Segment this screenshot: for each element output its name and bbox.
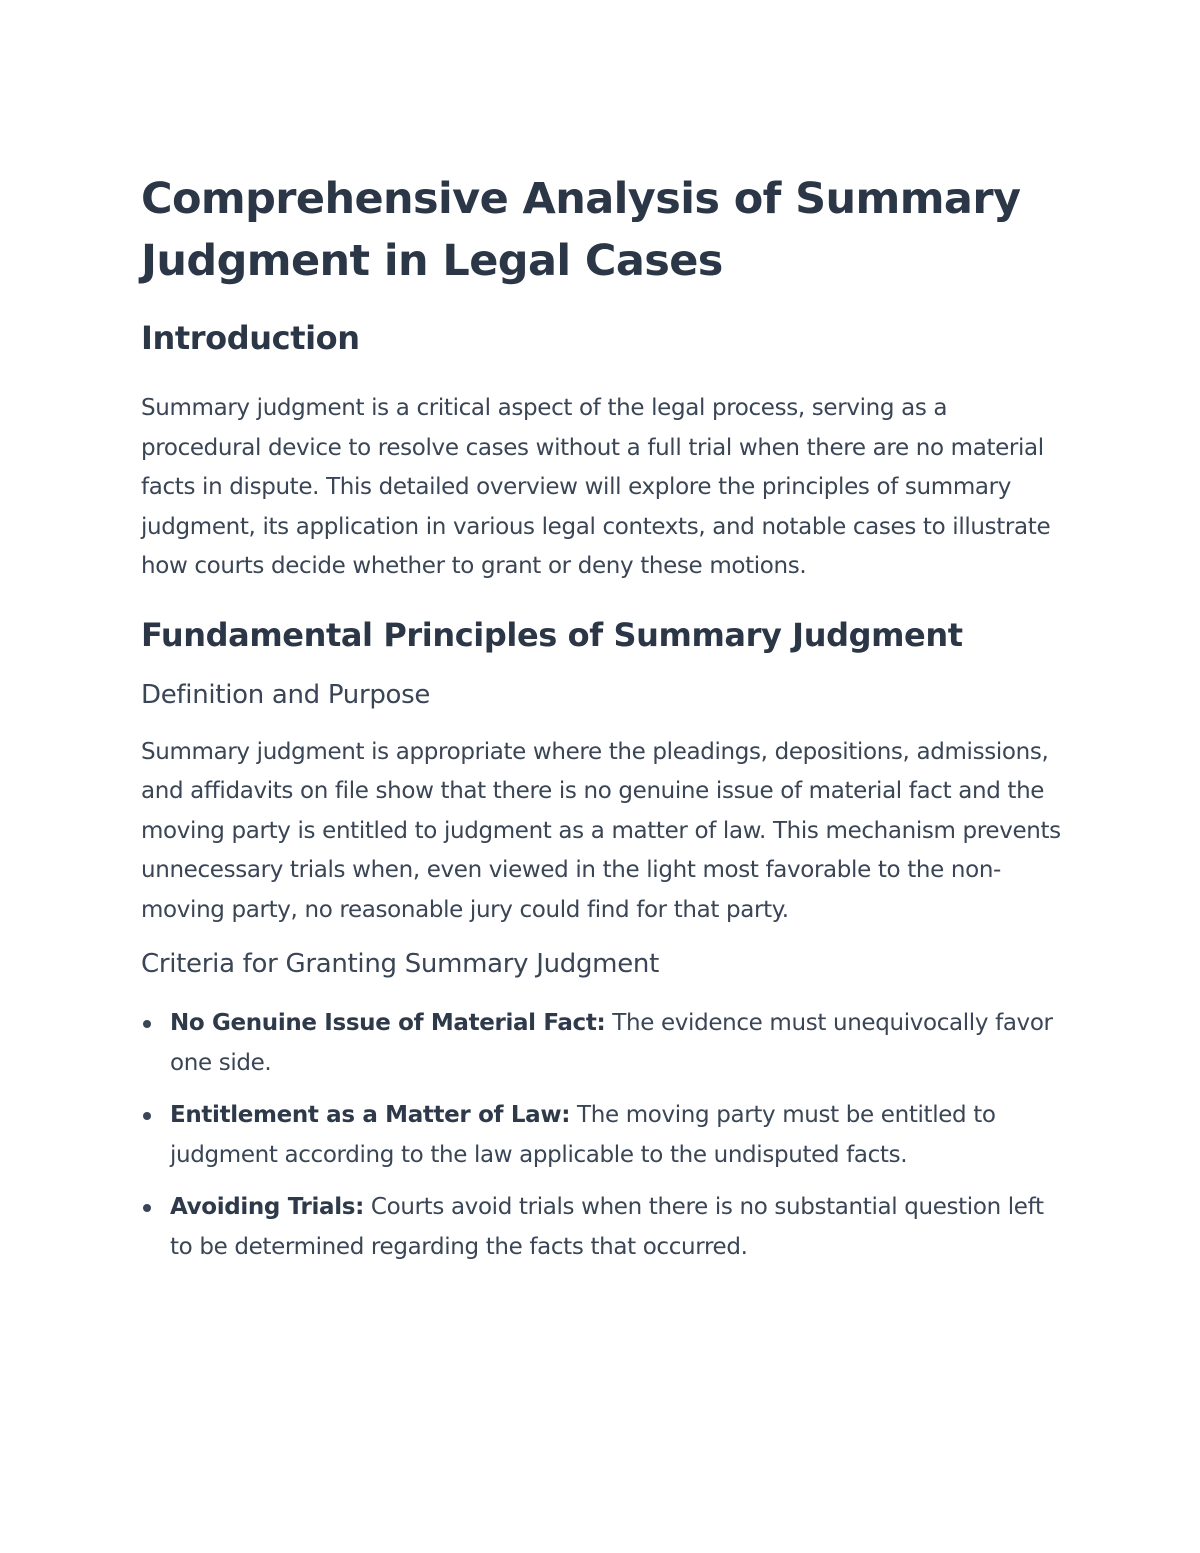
introduction-heading: Introduction xyxy=(141,319,360,357)
list-item xyxy=(141,1096,1066,1175)
bullet-icon xyxy=(143,1204,151,1212)
definition-paragraph: Summary judgment is appropriate where the pleadings, depositions, admissions, and affidavits on file show that there is no genuine issue of material fact and the moving party is entitled to judgment as a matter of law. This mechanism prevents unnecessary trials when, even viewed in the light most favorable to the non-moving party, no reasonable jury could find for that party. xyxy=(141,738,1061,923)
document-title: Comprehensive Analysis of Summary Judgment in Legal Cases xyxy=(141,174,1021,286)
criteria-term: Avoiding Trials: xyxy=(170,1194,364,1220)
criteria-term: No Genuine Issue of Material Fact: xyxy=(170,1010,606,1036)
introduction-paragraph: Summary judgment is a critical aspect of the legal process, serving as a procedural device to resolve cases without a full trial when there are no material facts in dispute. This detailed overview will explore the principles of summary judgment, its application in various legal contexts, and notable cases to illustrate how courts decide whether to grant or deny these motions. xyxy=(141,395,1051,579)
criteria-text: The evidence must unequivocally favor one side. xyxy=(170,1010,1053,1076)
criteria-heading: Criteria for Granting Summary Judgment xyxy=(141,949,659,979)
definition-heading: Definition and Purpose xyxy=(141,679,431,710)
list-item xyxy=(141,1004,1066,1083)
list-item xyxy=(141,1188,1066,1267)
criteria-term: Entitlement as a Matter of Law: xyxy=(170,1102,571,1128)
criteria-text: The moving party must be entitled to judgment according to the law applicable to the undisputed facts. xyxy=(170,1102,996,1168)
fundamentals-heading: Fundamental Principles of Summary Judgment xyxy=(141,615,963,654)
document-page xyxy=(141,168,1066,1280)
bullet-icon xyxy=(143,1112,151,1120)
bullet-icon xyxy=(143,1020,151,1028)
criteria-text: Courts avoid trials when there is no substantial question left to be determined regarding the facts that occurred. xyxy=(170,1194,1044,1260)
criteria-list xyxy=(141,1004,1066,1267)
